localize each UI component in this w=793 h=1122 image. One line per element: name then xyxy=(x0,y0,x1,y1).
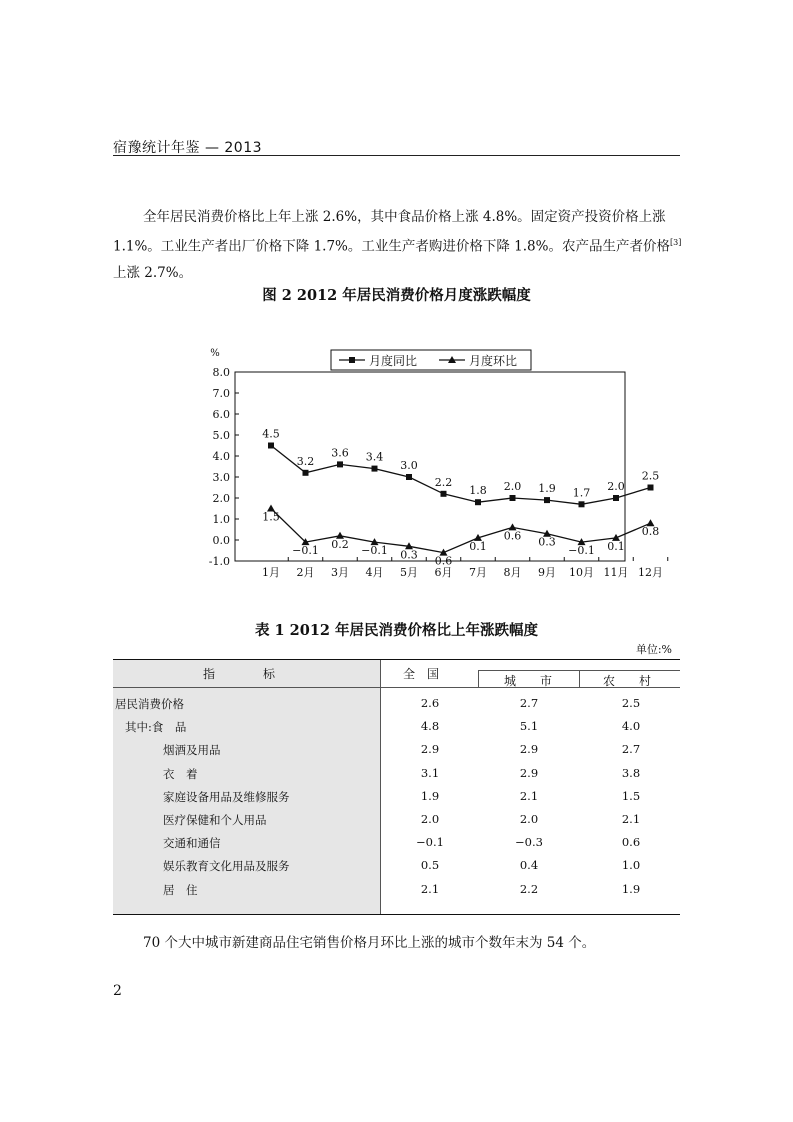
footnote-mark: [3] xyxy=(669,238,682,247)
x-tick-label: 2月 xyxy=(296,566,315,579)
data-label: 2.5 xyxy=(641,469,660,483)
table-cell-rural: 1.5 xyxy=(621,788,641,803)
data-label: 0.8 xyxy=(641,525,660,539)
legend-label: 月度环比 xyxy=(469,354,518,368)
series-marker xyxy=(441,491,447,497)
legend-label: 月度同比 xyxy=(369,354,418,368)
y-tick-label: 0.0 xyxy=(212,534,230,547)
column-divider xyxy=(478,670,479,687)
table-row-label: 娱乐教育文化用品及服务 xyxy=(163,859,290,874)
data-label: 0.6 xyxy=(434,554,453,568)
x-tick-label: 1月 xyxy=(262,566,280,579)
table-cell-rural: 2.7 xyxy=(621,742,641,757)
data-label: 2.2 xyxy=(434,475,453,489)
data-label: 3.6 xyxy=(331,446,349,460)
series-line xyxy=(271,446,651,505)
table-cell-national: 1.9 xyxy=(420,788,440,803)
table-cell-national: 4.8 xyxy=(420,719,440,734)
x-tick-label: 4月 xyxy=(365,566,384,579)
x-tick-label: 6月 xyxy=(434,566,453,579)
page-number: 2 xyxy=(113,983,122,999)
data-label: 0.1 xyxy=(607,539,625,553)
x-tick-label: 12月 xyxy=(638,566,663,579)
table-cell-urban: −0.3 xyxy=(515,835,543,850)
table-row-label: 居民消费价格 xyxy=(115,697,184,711)
table-cell-national: 2.9 xyxy=(420,742,440,757)
intro-text: 全年居民消费价格比上年上涨 2.6%，其中食品价格上涨 4.8%。固定资产投资价格上涨 1.1%。工业生产者出厂价格下降 1.7%。工业生产者购进价格下降 1.8%。农产品生产者价格 xyxy=(113,209,670,255)
table-cell-urban: 2.2 xyxy=(519,881,539,896)
header-indicator: 指 标 xyxy=(203,667,276,681)
data-label: 3.0 xyxy=(400,459,418,472)
table-title: 表 1 2012 年居民消费价格比上年涨跌幅度 xyxy=(254,622,539,639)
legend-marker xyxy=(349,357,355,363)
data-label: 1.8 xyxy=(469,484,487,498)
data-label: 1.7 xyxy=(572,486,591,500)
y-tick-label: 8.0 xyxy=(212,366,230,379)
y-tick-label: -1.0 xyxy=(208,555,230,568)
header-rural: 农 村 xyxy=(603,674,652,688)
series-marker xyxy=(613,495,619,501)
table-cell-urban: 2.1 xyxy=(519,788,539,803)
data-label: 0.3 xyxy=(400,548,418,562)
series-marker xyxy=(544,497,550,503)
data-label: 0.2 xyxy=(331,537,349,551)
data-label: −0.1 xyxy=(361,544,388,558)
running-head: 宿豫统计年鉴 — 2013 xyxy=(113,140,263,156)
header-rule xyxy=(113,155,680,156)
table-cell-rural: 1.0 xyxy=(621,858,641,873)
table-cell-national: 2.0 xyxy=(420,812,440,826)
closing-paragraph: 70 个大中城市新建商品住宅销售价格月环比上涨的城市个数年末为 54 个。 xyxy=(143,935,596,951)
x-tick-label: 9月 xyxy=(538,566,556,579)
table-cell-rural: 0.6 xyxy=(621,835,641,850)
data-label: 4.5 xyxy=(262,427,280,441)
table-cell-rural: 4.0 xyxy=(621,719,641,734)
x-tick-label: 10月 xyxy=(569,566,594,579)
series-marker xyxy=(475,499,481,505)
y-tick-label: 7.0 xyxy=(212,387,230,400)
y-tick-label: 4.0 xyxy=(212,450,230,463)
table-row-label: 家庭设备用品及维修服务 xyxy=(163,789,290,804)
table-row-label: 衣 着 xyxy=(163,766,198,781)
table-row-label: 交通和通信 xyxy=(163,836,221,851)
data-label: 2.0 xyxy=(503,480,522,493)
y-tick-label: 3.0 xyxy=(212,471,230,484)
data-label: 0.6 xyxy=(503,529,522,543)
table-cell-urban: 0.4 xyxy=(519,858,539,873)
table-cell-urban: 5.1 xyxy=(519,719,539,734)
series-marker xyxy=(372,466,378,472)
data-label: 3.2 xyxy=(296,454,315,468)
table-row-label: 其中:食 品 xyxy=(125,720,187,735)
table-cell-national: 2.6 xyxy=(420,696,440,710)
data-label: 1.9 xyxy=(538,482,556,496)
x-tick-label: 7月 xyxy=(469,566,487,579)
table-row-label: 医疗保健和个人用品 xyxy=(163,813,267,827)
series-marker xyxy=(510,495,516,501)
x-tick-label: 3月 xyxy=(331,566,349,579)
data-label: 0.3 xyxy=(538,535,556,549)
table-cell-urban: 2.7 xyxy=(519,696,539,710)
table-cell-national: 0.5 xyxy=(420,858,440,873)
header-subrule xyxy=(478,670,680,671)
table-cell-national: 2.1 xyxy=(420,881,440,896)
table-cell-rural: 3.8 xyxy=(621,765,641,780)
intro-paragraph xyxy=(113,204,683,286)
series-marker xyxy=(337,461,343,467)
data-label: 1.5 xyxy=(262,510,280,524)
header-urban: 城 市 xyxy=(504,674,553,688)
header-rule-bottom xyxy=(113,687,680,688)
series-marker xyxy=(268,443,274,449)
y-tick-label: 6.0 xyxy=(212,408,230,421)
series-marker xyxy=(406,474,412,480)
table-cell-rural: 2.5 xyxy=(621,696,641,710)
column-divider xyxy=(380,660,381,914)
price-line-chart xyxy=(195,342,663,582)
figure-caption: 图 2 2012 年居民消费价格月度涨跌幅度 xyxy=(262,287,531,304)
table-cell-rural: 2.1 xyxy=(621,812,641,826)
data-label: −0.1 xyxy=(292,544,319,558)
data-label: 0.1 xyxy=(469,539,487,553)
data-label: 2.0 xyxy=(607,480,625,493)
table-cell-rural: 1.9 xyxy=(621,881,641,896)
table-row-label: 烟酒及用品 xyxy=(163,743,221,758)
table-row-label: 居 住 xyxy=(163,882,198,897)
column-divider xyxy=(579,670,580,687)
intro-text-end: 上涨 2.7%。 xyxy=(113,264,193,281)
table-cell-national: 3.1 xyxy=(420,765,440,780)
x-tick-label: 8月 xyxy=(503,566,522,579)
series-marker xyxy=(648,485,654,491)
series-marker xyxy=(579,501,585,507)
price-table xyxy=(113,659,680,915)
table-cell-urban: 2.9 xyxy=(519,742,539,757)
series-marker xyxy=(303,470,309,476)
data-label: 3.4 xyxy=(365,450,384,464)
plot-frame xyxy=(235,372,625,561)
table-cell-national: −0.1 xyxy=(416,835,444,850)
table-unit: 单位:% xyxy=(635,643,672,656)
y-tick-label: 1.0 xyxy=(212,513,230,526)
table-cell-urban: 2.9 xyxy=(519,765,539,780)
y-tick-label: 2.0 xyxy=(212,492,230,505)
x-tick-label: 5月 xyxy=(400,566,418,579)
y-axis-unit: % xyxy=(210,348,220,359)
y-tick-label: 5.0 xyxy=(212,429,230,442)
data-label: −0.1 xyxy=(568,544,595,558)
x-tick-label: 11月 xyxy=(603,566,629,579)
header-national: 全 国 xyxy=(403,667,440,681)
table-cell-urban: 2.0 xyxy=(519,812,539,826)
